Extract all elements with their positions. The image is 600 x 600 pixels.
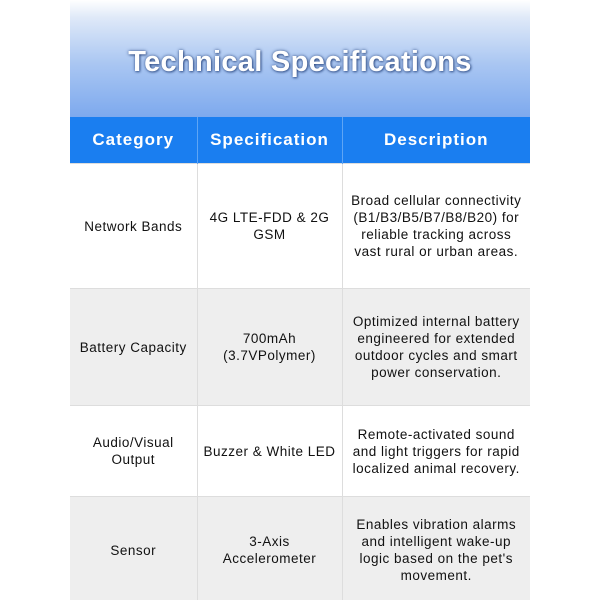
cell-description: Broad cellular connectivity (B1/B3/B5/B7/B8/B20) for reliable tracking across vast rural or urban areas. — [342, 164, 530, 289]
column-header-specification: Specification — [197, 117, 342, 164]
cell-category: Audio/Visual Output — [70, 406, 197, 497]
cell-specification: 4G LTE-FDD & 2G GSM — [197, 164, 342, 289]
cell-description: Remote-activated sound and light triggers for rapid localized animal recovery. — [342, 406, 530, 497]
table-row-sensor — [70, 497, 530, 600]
cell-specification: 700mAh (3.7VPolymer) — [197, 289, 342, 406]
cell-specification: 3-Axis Accelerometer — [197, 497, 342, 600]
cell-category: Sensor — [70, 497, 197, 600]
column-header-description: Description — [342, 117, 530, 164]
cell-category: Battery Capacity — [70, 289, 197, 406]
spec-card — [70, 0, 530, 600]
cell-category: Network Bands — [70, 164, 197, 289]
cell-description: Optimized internal battery engineered for extended outdoor cycles and smart power conservation. — [342, 289, 530, 406]
cell-description: Enables vibration alarms and intelligent wake-up logic based on the pet's movement. — [342, 497, 530, 600]
spec-table — [70, 117, 530, 600]
title-banner — [70, 0, 530, 117]
page-title: Technical Specifications — [128, 46, 472, 78]
cell-specification: Buzzer & White LED — [197, 406, 342, 497]
table-row-network-bands — [70, 164, 530, 289]
column-header-category: Category — [70, 117, 197, 164]
table-row-audio-visual-output — [70, 406, 530, 497]
table-row-battery-capacity — [70, 289, 530, 406]
table-header-row — [70, 117, 530, 164]
